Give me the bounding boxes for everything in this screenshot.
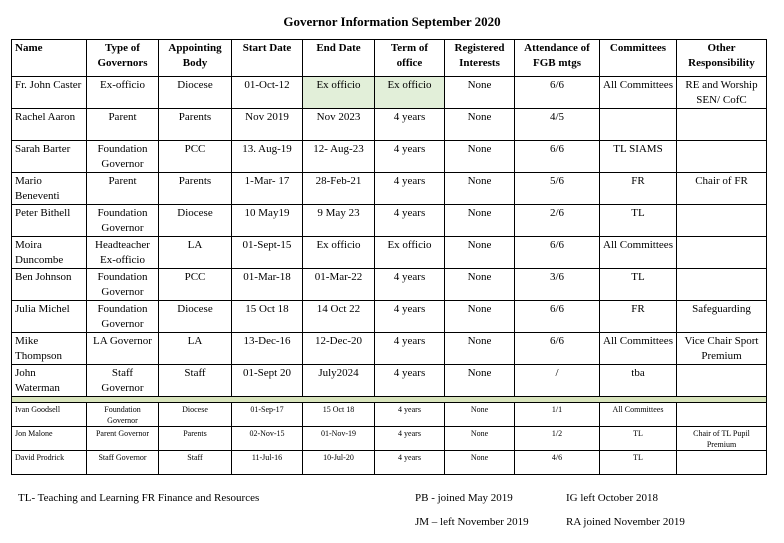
attendance-cell: 5/6 <box>515 173 600 205</box>
type-cell: Foundation Governor <box>87 403 159 427</box>
attendance-cell: 4/5 <box>515 109 600 141</box>
column-header: Term of office <box>375 40 445 77</box>
type-cell: Parent <box>87 173 159 205</box>
attendance-cell: 3/6 <box>515 269 600 301</box>
appointing-body-cell: Diocese <box>159 403 232 427</box>
start-date-cell: 01-Sept 20 <box>232 365 303 397</box>
other-responsibility-cell: Safeguarding <box>677 301 767 333</box>
term-cell: 4 years <box>375 109 445 141</box>
end-date-cell: Nov 2023 <box>303 109 375 141</box>
term-cell: 4 years <box>375 269 445 301</box>
appointing-body-cell: PCC <box>159 269 232 301</box>
name-cell: Mike Thompson <box>12 333 87 365</box>
type-cell: LA Governor <box>87 333 159 365</box>
other-responsibility-cell: RE and Worship SEN/ CofC <box>677 77 767 109</box>
other-responsibility-cell: Vice Chair Sport Premium <box>677 333 767 365</box>
start-date-cell: 10 May19 <box>232 205 303 237</box>
end-date-cell: 9 May 23 <box>303 205 375 237</box>
start-date-cell: 13. Aug-19 <box>232 141 303 173</box>
attendance-cell: 1/1 <box>515 403 600 427</box>
note-ig: IG left October 2018 <box>566 492 658 504</box>
type-cell: Staff Governor <box>87 451 159 475</box>
end-date-cell: July2024 <box>303 365 375 397</box>
type-cell: Parent Governor <box>87 427 159 451</box>
attendance-cell: 6/6 <box>515 77 600 109</box>
interests-cell: None <box>445 77 515 109</box>
other-responsibility-cell: Chair of TL Pupil Premium <box>677 427 767 451</box>
governor-row <box>12 173 767 205</box>
start-date-cell: 01-Sep-17 <box>232 403 303 427</box>
former-governor-row <box>12 403 767 427</box>
type-cell: Foundation Governor <box>87 301 159 333</box>
start-date-cell: 13-Dec-16 <box>232 333 303 365</box>
start-date-cell: 15 Oct 18 <box>232 301 303 333</box>
interests-cell: None <box>445 269 515 301</box>
committees-cell: All Committees <box>600 403 677 427</box>
appointing-body-cell: LA <box>159 237 232 269</box>
governor-row <box>12 365 767 397</box>
end-date-cell: 12-Dec-20 <box>303 333 375 365</box>
start-date-cell: 1-Mar- 17 <box>232 173 303 205</box>
other-responsibility-cell <box>677 141 767 173</box>
other-responsibility-cell <box>677 237 767 269</box>
attendance-cell: 6/6 <box>515 301 600 333</box>
end-date-cell: Ex officio <box>303 77 375 109</box>
term-cell: 4 years <box>375 427 445 451</box>
name-cell: Sarah Barter <box>12 141 87 173</box>
appointing-body-cell: Diocese <box>159 205 232 237</box>
interests-cell: None <box>445 365 515 397</box>
start-date-cell: 01-Sept-15 <box>232 237 303 269</box>
former-governor-row <box>12 427 767 451</box>
name-cell: Peter Bithell <box>12 205 87 237</box>
interests-cell: None <box>445 141 515 173</box>
column-header: Type of Governors <box>87 40 159 77</box>
note-ra: RA joined November 2019 <box>566 516 685 528</box>
name-cell: Rachel Aaron <box>12 109 87 141</box>
appointing-body-cell: Parents <box>159 427 232 451</box>
term-cell: 4 years <box>375 451 445 475</box>
attendance-cell: 6/6 <box>515 237 600 269</box>
column-header: Committees <box>600 40 677 77</box>
committees-cell: TL <box>600 427 677 451</box>
term-cell: 4 years <box>375 205 445 237</box>
name-cell: Ben Johnson <box>12 269 87 301</box>
committees-cell: All Committees <box>600 77 677 109</box>
interests-cell: None <box>445 109 515 141</box>
committees-cell <box>600 109 677 141</box>
term-cell: 4 years <box>375 365 445 397</box>
name-cell: Fr. John Caster <box>12 77 87 109</box>
appointing-body-cell: LA <box>159 333 232 365</box>
column-header: Start Date <box>232 40 303 77</box>
header-row <box>12 40 767 77</box>
name-cell: David Prodrick <box>12 451 87 475</box>
other-responsibility-cell <box>677 451 767 475</box>
former-governor-row <box>12 451 767 475</box>
term-cell: 4 years <box>375 141 445 173</box>
other-responsibility-cell <box>677 269 767 301</box>
attendance-cell: 6/6 <box>515 141 600 173</box>
attendance-cell: 4/6 <box>515 451 600 475</box>
name-cell: Julia Michel <box>12 301 87 333</box>
other-responsibility-cell <box>677 109 767 141</box>
interests-cell: None <box>445 237 515 269</box>
appointing-body-cell: Staff <box>159 451 232 475</box>
start-date-cell: 01-Oct-12 <box>232 77 303 109</box>
type-cell: Foundation Governor <box>87 205 159 237</box>
committees-cell: TL SIAMS <box>600 141 677 173</box>
interests-cell: None <box>445 301 515 333</box>
committees-cell: FR <box>600 173 677 205</box>
governor-row <box>12 109 767 141</box>
other-responsibility-cell <box>677 403 767 427</box>
governor-row <box>12 301 767 333</box>
other-responsibility-cell: Chair of FR <box>677 173 767 205</box>
appointing-body-cell: Diocese <box>159 77 232 109</box>
end-date-cell: 15 Oct 18 <box>303 403 375 427</box>
start-date-cell: 11-Jul-16 <box>232 451 303 475</box>
end-date-cell: 01-Mar-22 <box>303 269 375 301</box>
start-date-cell: Nov 2019 <box>232 109 303 141</box>
start-date-cell: 02-Nov-15 <box>232 427 303 451</box>
name-cell: Moira Duncombe <box>12 237 87 269</box>
committees-cell: TL <box>600 451 677 475</box>
type-cell: Foundation Governor <box>87 269 159 301</box>
governor-table <box>11 39 767 475</box>
appointing-body-cell: Parents <box>159 173 232 205</box>
end-date-cell: 01-Nov-19 <box>303 427 375 451</box>
type-cell: Headteacher Ex-officio <box>87 237 159 269</box>
abbreviation-legend: TL- Teaching and Learning FR Finance and Resources <box>18 492 260 504</box>
governor-row <box>12 141 767 173</box>
interests-cell: None <box>445 173 515 205</box>
attendance-cell: 2/6 <box>515 205 600 237</box>
term-cell: 4 years <box>375 301 445 333</box>
other-responsibility-cell <box>677 365 767 397</box>
governor-row <box>12 205 767 237</box>
other-responsibility-cell <box>677 205 767 237</box>
interests-cell: None <box>445 427 515 451</box>
appointing-body-cell: PCC <box>159 141 232 173</box>
term-cell: 4 years <box>375 333 445 365</box>
attendance-cell: 6/6 <box>515 333 600 365</box>
appointing-body-cell: Diocese <box>159 301 232 333</box>
committees-cell: All Committees <box>600 333 677 365</box>
name-cell: Ivan Goodsell <box>12 403 87 427</box>
note-pb: PB - joined May 2019 <box>415 492 513 504</box>
committees-cell: TL <box>600 205 677 237</box>
column-header: Other Responsibility <box>677 40 767 77</box>
type-cell: Foundation Governor <box>87 141 159 173</box>
governor-row <box>12 269 767 301</box>
governor-row <box>12 333 767 365</box>
interests-cell: None <box>445 403 515 427</box>
term-cell: Ex officio <box>375 77 445 109</box>
term-cell: Ex officio <box>375 237 445 269</box>
column-header: Appointing Body <box>159 40 232 77</box>
governor-row <box>12 77 767 109</box>
appointing-body-cell: Staff <box>159 365 232 397</box>
page-title: Governor Information September 2020 <box>283 14 501 29</box>
start-date-cell: 01-Mar-18 <box>232 269 303 301</box>
end-date-cell: Ex officio <box>303 237 375 269</box>
name-cell: Mario Beneventi <box>12 173 87 205</box>
governor-row <box>12 237 767 269</box>
name-cell: Jon Malone <box>12 427 87 451</box>
column-header: Attendance of FGB mtgs <box>515 40 600 77</box>
column-header: End Date <box>303 40 375 77</box>
attendance-cell: / <box>515 365 600 397</box>
end-date-cell: 12- Aug-23 <box>303 141 375 173</box>
committees-cell: tba <box>600 365 677 397</box>
committees-cell: TL <box>600 269 677 301</box>
type-cell: Parent <box>87 109 159 141</box>
attendance-cell: 1/2 <box>515 427 600 451</box>
interests-cell: None <box>445 205 515 237</box>
end-date-cell: 28-Feb-21 <box>303 173 375 205</box>
appointing-body-cell: Parents <box>159 109 232 141</box>
column-header: Name <box>12 40 87 77</box>
column-header: Registered Interests <box>445 40 515 77</box>
end-date-cell: 10-Jul-20 <box>303 451 375 475</box>
term-cell: 4 years <box>375 173 445 205</box>
name-cell: John Waterman <box>12 365 87 397</box>
interests-cell: None <box>445 451 515 475</box>
type-cell: Ex-officio <box>87 77 159 109</box>
end-date-cell: 14 Oct 22 <box>303 301 375 333</box>
committees-cell: All Committees <box>600 237 677 269</box>
type-cell: Staff Governor <box>87 365 159 397</box>
note-jm: JM – left November 2019 <box>415 516 529 528</box>
committees-cell: FR <box>600 301 677 333</box>
term-cell: 4 years <box>375 403 445 427</box>
interests-cell: None <box>445 333 515 365</box>
